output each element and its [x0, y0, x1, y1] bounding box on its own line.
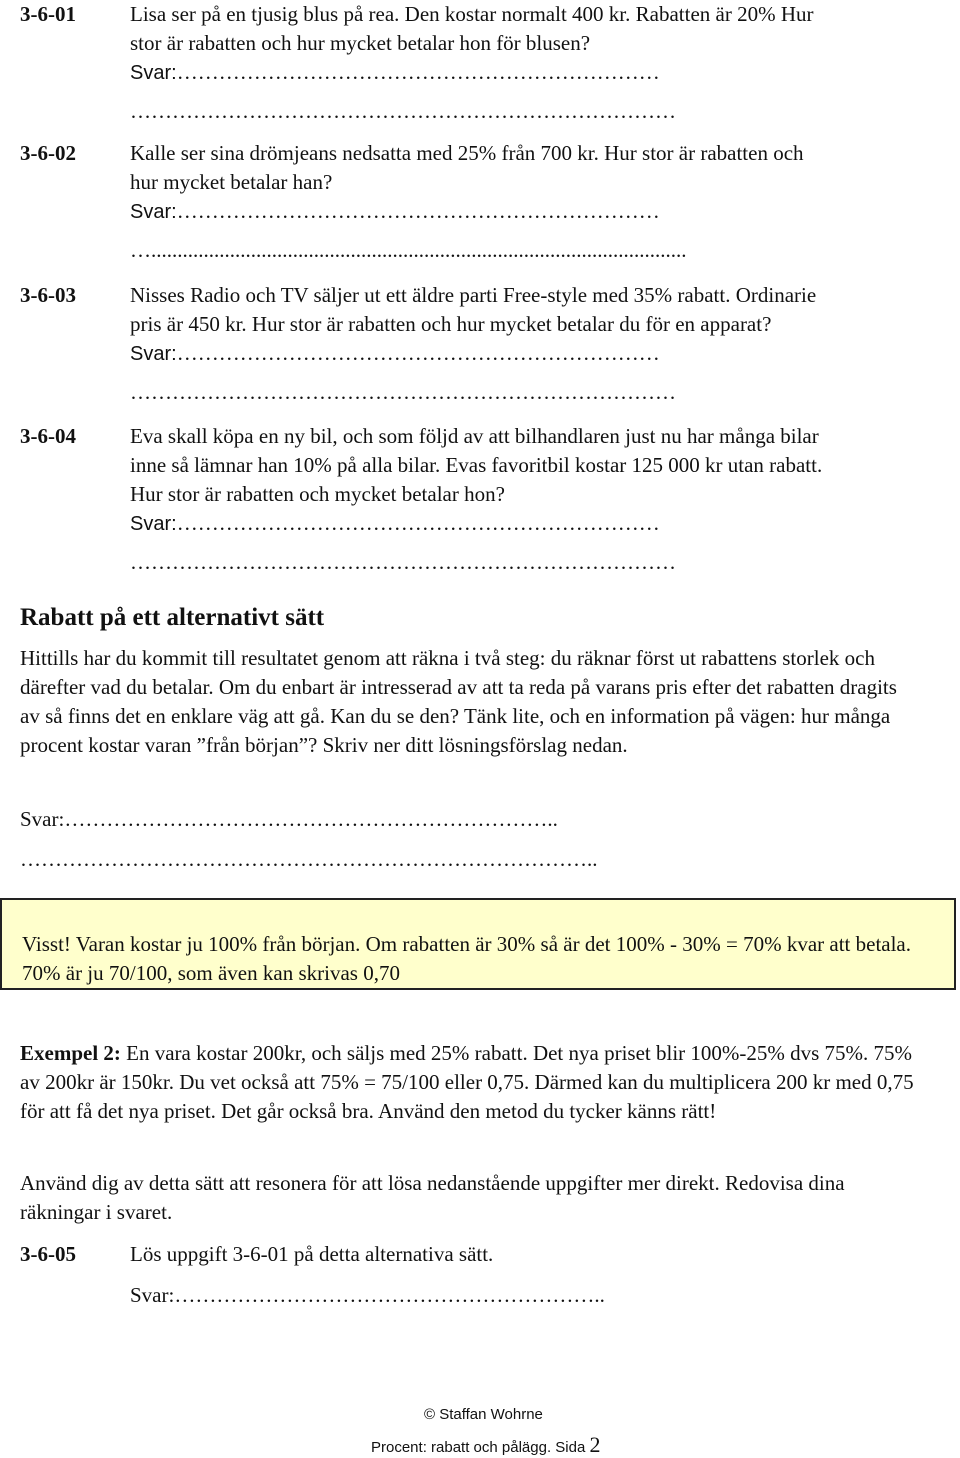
problem-text-line: inne så lämnar han 10% på alla bilar. Evas favoritbil kostar 125 000 kr utan rabatt.: [130, 453, 823, 477]
problem-text-line: Eva skall köpa en ny bil, och som följd av att bilhandlaren just nu har många bilar: [130, 424, 819, 448]
intro-answer-continuation: ………………………………………………………………………..: [20, 847, 598, 871]
example-label: Exempel 2:: [20, 1041, 121, 1065]
answer-box: [0, 898, 956, 990]
footer-copyright: © Staffan Wohrne: [424, 1406, 543, 1423]
svar-label: Svar:: [130, 343, 177, 365]
answer-line: [130, 339, 660, 369]
answer-fill: ……………………………………………………………: [176, 199, 660, 223]
svar-label: Svar:: [130, 513, 177, 535]
example-paragraph: [20, 1039, 920, 1126]
problem-number: 3-6-03: [20, 283, 76, 307]
answer-line: [130, 509, 660, 539]
intro-paragraph: Hittills har du kommit till resultatet genom att räkna i två steg: du räknar först ut rabattens storlek och därefter vad du betalar. Om du enbart är intresserad av att ta reda på varans pris efter det rabatten dragits av så finns det en enklare väg att gå. Kan du se den? Tänk lite, och en information på vägen: hur många procent kostar varan ”från början”? Skriv ner ditt lösningsförslag nedan.: [20, 646, 897, 757]
section-heading: Rabatt på ett alternativt sätt: [20, 604, 325, 631]
problem-text-line: Lisa ser på en tjusig blus på rea. Den kostar normalt 400 kr. Rabatten är 20% Hur: [130, 2, 814, 26]
problem-text-line: stor är rabatten och hur mycket betalar hon för blusen?: [130, 31, 591, 55]
answer-box-text: Visst! Varan kostar ju 100% från början. Om rabatten är 30% så är det 100% - 30% = 70% kvar att betala. 70% är ju 70/100, som även kan skrivas 0,70: [22, 932, 912, 985]
footer-page: [371, 1432, 600, 1458]
svar-label: Svar:: [130, 201, 177, 223]
answer-continuation: …......................................................................................................: [130, 238, 687, 262]
problem-text-line: Hur stor är rabatten och mycket betalar hon?: [130, 482, 505, 506]
problem-text-line: Nisses Radio och TV säljer ut ett äldre parti Free-style med 35% rabatt. Ordinarie: [130, 283, 817, 307]
answer-continuation: ……………………………………………………………………: [130, 550, 676, 574]
answer-line: [130, 197, 660, 227]
problem-text-line: Lös uppgift 3-6-01 på detta alternativa sätt.: [130, 1242, 494, 1266]
page-number: 2: [589, 1432, 601, 1457]
problem-number: 3-6-04: [20, 424, 76, 448]
problem-text-line: hur mycket betalar han?: [130, 170, 333, 194]
answer-continuation: ……………………………………………………………………: [130, 380, 676, 404]
answer-fill: ……………………………………………………………: [176, 60, 660, 84]
instruction-paragraph: Använd dig av detta sätt att resonera för att lösa nedanstående uppgifter mer direkt. Redovisa dina räkningar i svaret.: [20, 1171, 845, 1224]
problem-number: 3-6-01: [20, 2, 76, 26]
footer-page-label: Procent: rabatt och pålägg. Sida: [371, 1439, 590, 1456]
problem-number: 3-6-05: [20, 1242, 76, 1266]
answer-line: Svar:……………………………………………………..: [130, 1283, 605, 1307]
problem-text-line: Kalle ser sina drömjeans nedsatta med 25% från 700 kr. Hur stor är rabatten och: [130, 141, 804, 165]
svar-label: Svar:: [130, 62, 177, 84]
answer-fill: ……………………………………………………………: [176, 341, 660, 365]
answer-continuation: ……………………………………………………………………: [130, 99, 676, 123]
answer-line: [130, 58, 660, 88]
intro-answer-line: Svar:……………………………………………………………..: [20, 807, 558, 831]
problem-number: 3-6-02: [20, 141, 76, 165]
problem-text-line: pris är 450 kr. Hur stor är rabatten och hur mycket betalar du för en apparat?: [130, 312, 772, 336]
answer-fill: ……………………………………………………………: [176, 511, 660, 535]
example-text: En vara kostar 200kr, och säljs med 25% rabatt. Det nya priset blir 100%-25% dvs 75%. 75% av 200kr är 150kr. Du vet också att 75% = 75/100 eller 0,75. Därmed kan du multiplicera 200 kr med 0,75 för att få det nya priset. Det går också bra. Använd den metod du tycker känns rätt!: [20, 1041, 914, 1123]
